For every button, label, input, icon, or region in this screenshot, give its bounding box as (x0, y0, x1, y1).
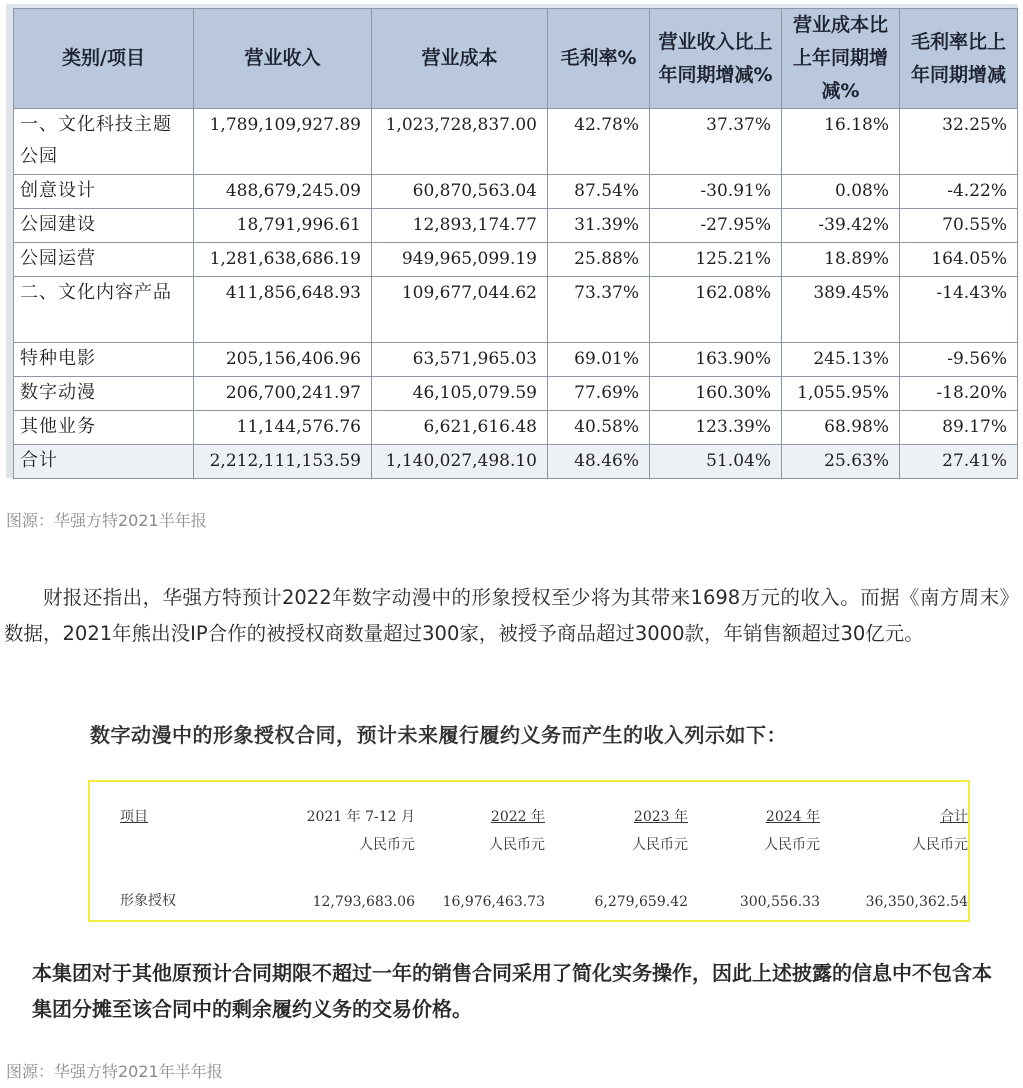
t2-cell: 36,350,362.54 (865, 894, 968, 910)
cell-revenue-yoy: 123.39% (650, 411, 782, 445)
cell-revenue-yoy: 160.30% (650, 377, 782, 411)
cell-revenue: 411,856,648.93 (194, 277, 372, 343)
cell-margin-yoy: 70.55% (900, 209, 1018, 243)
cell-margin: 31.39% (548, 209, 650, 243)
table-row (14, 109, 1018, 175)
cell-category: 二、文化内容产品 (14, 277, 194, 343)
cell-revenue: 206,700,241.97 (194, 377, 372, 411)
cell-margin: 40.58% (548, 411, 650, 445)
cell-cost-yoy: -39.42% (782, 209, 900, 243)
cell-margin: 69.01% (548, 343, 650, 377)
cell-margin: 77.69% (548, 377, 650, 411)
cell-cost-yoy: 68.98% (782, 411, 900, 445)
cell-revenue-yoy: 51.04% (650, 445, 782, 479)
t2-cell: 6,279,659.42 (594, 894, 688, 910)
cell-revenue: 488,679,245.09 (194, 175, 372, 209)
table-row (14, 209, 1018, 243)
cell-revenue-yoy: 37.37% (650, 109, 782, 175)
t2-col-period: 2023 年 (633, 809, 688, 825)
cell-revenue-yoy: 163.90% (650, 343, 782, 377)
cell-margin: 25.88% (548, 243, 650, 277)
cell-cost-yoy: 16.18% (782, 109, 900, 175)
cell-margin: 73.37% (548, 277, 650, 343)
cell-cost: 46,105,079.59 (372, 377, 548, 411)
revenue-breakdown-table (13, 8, 1018, 479)
cell-cost: 60,870,563.04 (372, 175, 548, 209)
header-revenue-yoy: 营业收入比上年同期增减% (650, 9, 782, 109)
cell-cost: 12,893,174.77 (372, 209, 548, 243)
body-paragraph: 财报还指出，华强方特预计2022年数字动漫中的形象授权至少将为其带来1698万元的收入。而据《南方周末》数据，2021年熊出没IP合作的被授权商数量超过300家，被授予商品超过3000款，年销售额超过30亿元。 (4, 586, 1019, 645)
cell-cost-yoy: 25.63% (782, 445, 900, 479)
table-row (14, 277, 1018, 343)
cell-revenue: 11,144,576.76 (194, 411, 372, 445)
cell-category: 公园运营 (14, 243, 194, 277)
header-revenue: 营业收入 (194, 9, 372, 109)
t2-col-period: 2024 年 (765, 809, 820, 825)
header-cost: 营业成本 (372, 9, 548, 109)
t2-cell: 16,976,463.73 (442, 894, 545, 910)
t2-cell: 300,556.33 (739, 894, 820, 910)
cell-cost-yoy: 0.08% (782, 175, 900, 209)
cell-category: 一、文化科技主题公园 (14, 109, 194, 175)
cell-revenue: 1,789,109,927.89 (194, 109, 372, 175)
cell-margin-yoy: 164.05% (900, 243, 1018, 277)
cell-cost: 63,571,965.03 (372, 343, 548, 377)
cell-revenue-yoy: 125.21% (650, 243, 782, 277)
table-total-row (14, 445, 1018, 479)
table2-intro: 数字动漫中的形象授权合同，预计未来履行履约义务而产生的收入列示如下： (90, 723, 787, 747)
t2-item-header: 项目 (120, 809, 148, 825)
cell-category: 创意设计 (14, 175, 194, 209)
cell-margin-yoy: -9.56% (900, 343, 1018, 377)
cell-category: 特种电影 (14, 343, 194, 377)
cell-cost: 1,023,728,837.00 (372, 109, 548, 175)
t2-col-unit: 人民币元 (912, 837, 968, 853)
t2-col-unit: 人民币元 (632, 837, 688, 853)
cell-cost-yoy: 245.13% (782, 343, 900, 377)
t2-row-label: 形象授权 (120, 893, 176, 909)
cell-margin-yoy: -14.43% (900, 277, 1018, 343)
table-row (14, 377, 1018, 411)
table-row (14, 343, 1018, 377)
cell-margin-yoy: 27.41% (900, 445, 1018, 479)
table-row (14, 243, 1018, 277)
cell-cost-yoy: 389.45% (782, 277, 900, 343)
t2-col-unit: 人民币元 (359, 837, 415, 853)
cell-revenue: 205,156,406.96 (194, 343, 372, 377)
cell-revenue-yoy: -27.95% (650, 209, 782, 243)
cell-margin: 87.54% (548, 175, 650, 209)
cell-margin: 48.46% (548, 445, 650, 479)
t2-col-period: 2022 年 (490, 809, 545, 825)
cell-cost: 949,965,099.19 (372, 243, 548, 277)
cell-cost-yoy: 1,055.95% (782, 377, 900, 411)
license-revenue-table (88, 780, 970, 922)
cell-category: 公园建设 (14, 209, 194, 243)
table-row (14, 175, 1018, 209)
table-header-row (14, 9, 1018, 109)
header-category: 类别/项目 (14, 9, 194, 109)
cell-revenue-yoy: 162.08% (650, 277, 782, 343)
revenue-table-frame (6, 4, 1018, 478)
cell-margin-yoy: 32.25% (900, 109, 1018, 175)
t2-col-unit: 人民币元 (489, 837, 545, 853)
cell-category: 合计 (14, 445, 194, 479)
cell-margin-yoy: -4.22% (900, 175, 1018, 209)
t2-cell: 12,793,683.06 (312, 894, 415, 910)
disclosure-note: 本集团对于其他原预计合同期限不超过一年的销售合同采用了简化实务操作，因此上述披露的信息中不包含本集团分摊至该合同中的剩余履约义务的交易价格。 (32, 961, 992, 1021)
header-cost-yoy: 营业成本比上年同期增减% (782, 9, 900, 109)
cell-cost: 6,621,616.48 (372, 411, 548, 445)
cell-revenue: 1,281,638,686.19 (194, 243, 372, 277)
cell-cost: 109,677,044.62 (372, 277, 548, 343)
image-source-caption-2: 图源：华强方特2021年半年报 (6, 1062, 223, 1081)
header-margin-yoy: 毛利率比上年同期增减 (900, 9, 1018, 109)
header-gross-margin: 毛利率% (548, 9, 650, 109)
cell-cost: 1,140,027,498.10 (372, 445, 548, 479)
cell-margin-yoy: 89.17% (900, 411, 1018, 445)
cell-margin: 42.78% (548, 109, 650, 175)
cell-margin-yoy: -18.20% (900, 377, 1018, 411)
t2-col-period: 合计 (940, 809, 968, 825)
cell-revenue-yoy: -30.91% (650, 175, 782, 209)
cell-revenue: 2,212,111,153.59 (194, 445, 372, 479)
table-row (14, 411, 1018, 445)
cell-category: 数字动漫 (14, 377, 194, 411)
t2-col-period: 2021 年 7-12 月 (306, 809, 415, 825)
image-source-caption: 图源：华强方特2021半年报 (6, 511, 207, 530)
t2-col-unit: 人民币元 (764, 837, 820, 853)
cell-category: 其他业务 (14, 411, 194, 445)
cell-revenue: 18,791,996.61 (194, 209, 372, 243)
cell-cost-yoy: 18.89% (782, 243, 900, 277)
